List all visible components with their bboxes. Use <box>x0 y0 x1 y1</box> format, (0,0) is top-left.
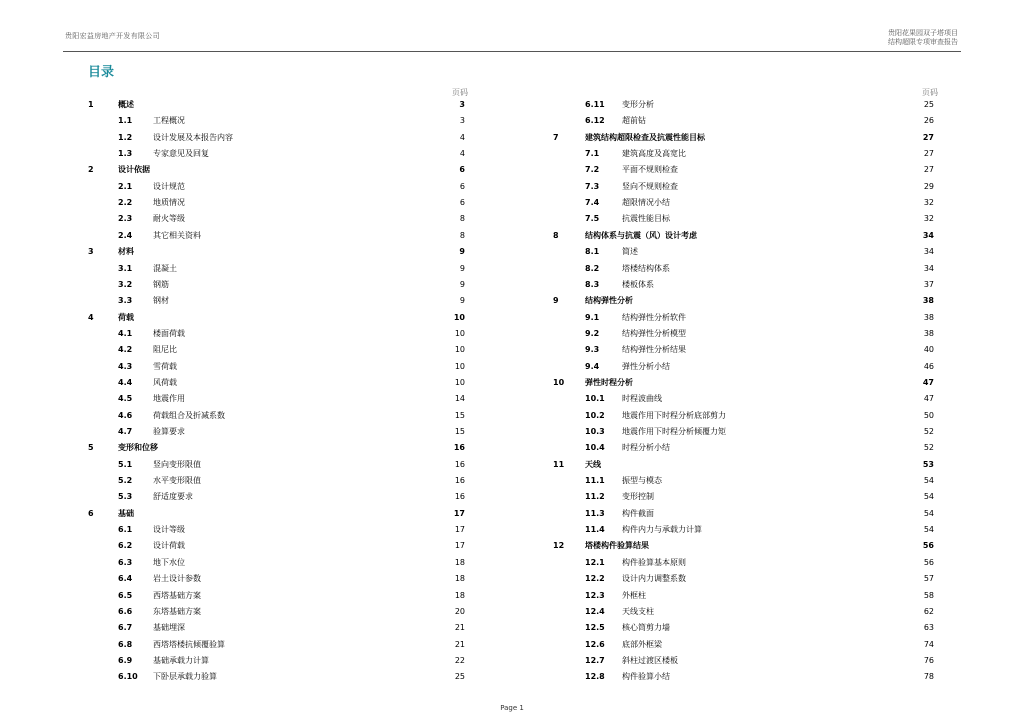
toc-entry-title: 楼面荷载 <box>153 328 185 338</box>
toc-entry <box>0 669 1024 685</box>
toc-entry-page: 21 <box>454 623 465 633</box>
toc-entry-page: 25 <box>454 672 465 682</box>
toc-entry-title: 变形控制 <box>622 492 654 502</box>
toc-entry-title: 下卧层承载力验算 <box>153 672 217 682</box>
toc-entry-number: 7.1 <box>585 149 600 159</box>
toc-entry-number: 5 <box>88 443 94 453</box>
toc-entry-number: 7 <box>553 132 559 142</box>
toc-entry-page: 4 <box>459 132 465 142</box>
toc-entry-number: 7.2 <box>585 165 600 175</box>
toc-entry-page: 18 <box>454 557 465 567</box>
toc-entry <box>0 653 1024 669</box>
toc-entry <box>0 555 1024 571</box>
toc-entry-page: 58 <box>923 590 934 600</box>
toc-entry <box>0 277 1024 293</box>
toc-entry-number: 7.5 <box>585 214 600 224</box>
toc-entry-page: 32 <box>923 214 934 224</box>
toc-entry-page: 27 <box>923 165 934 175</box>
toc-entry-title: 概述 <box>118 100 134 109</box>
toc-entry-title: 时程分析小结 <box>622 443 670 453</box>
toc-entry-title: 天线支柱 <box>622 606 654 616</box>
toc-entry-number: 8.3 <box>585 279 600 289</box>
toc-entry-title: 外框柱 <box>622 590 646 600</box>
toc-entry-number: 2.3 <box>118 214 133 224</box>
toc-entry-number: 10.2 <box>585 410 605 420</box>
header-project <box>888 29 958 47</box>
toc-entry-page: 54 <box>923 476 934 486</box>
toc-entry-title: 混凝土 <box>153 263 177 273</box>
toc-entry-page: 78 <box>923 672 934 682</box>
toc-entry-page: 54 <box>923 525 934 535</box>
toc-entry-number: 12.5 <box>585 623 605 633</box>
toc-entry <box>0 326 1024 342</box>
toc-entry-page: 20 <box>454 606 465 616</box>
toc-entry <box>0 195 1024 211</box>
toc-entry <box>0 637 1024 653</box>
toc-entry-title: 荷载组合及折减系数 <box>153 410 225 420</box>
toc-entry-number: 2.1 <box>118 181 133 191</box>
toc-entry-title: 设计荷载 <box>153 541 185 551</box>
toc-entry-number: 12.6 <box>585 639 605 649</box>
toc-entry-page: 6 <box>459 165 465 175</box>
toc-entry-number: 10 <box>553 377 565 387</box>
toc-entry <box>0 457 1024 473</box>
toc-entry-number: 6.4 <box>118 574 133 584</box>
toc-entry-number: 4.2 <box>118 345 133 355</box>
toc-entry <box>0 408 1024 424</box>
toc-entry-title: 地震作用下时程分析倾覆力矩 <box>622 427 726 436</box>
toc-entry-page: 62 <box>923 606 934 616</box>
toc-entry-page: 9 <box>459 247 465 257</box>
toc-entry-title: 构件验算小结 <box>622 672 670 682</box>
toc-entry-number: 11.4 <box>585 525 605 535</box>
toc-entry-title: 结构体系与抗震（风）设计考虑 <box>585 230 697 240</box>
toc-entry-number: 6.2 <box>118 541 133 551</box>
toc-entry <box>0 620 1024 636</box>
toc-entry-page: 34 <box>923 263 934 273</box>
toc-entry-number: 2.2 <box>118 198 133 208</box>
toc-entry-title: 荷载 <box>118 312 134 322</box>
toc-entry-title: 塔楼构件验算结果 <box>585 541 649 551</box>
toc-entry-number: 10.1 <box>585 394 605 404</box>
toc-entry-title: 东塔基础方案 <box>153 606 201 616</box>
toc-entry <box>0 146 1024 162</box>
toc-entry-number: 12.3 <box>585 590 605 600</box>
toc-entry-page: 34 <box>923 247 934 257</box>
toc-entry <box>0 391 1024 407</box>
toc-entry-page: 3 <box>459 116 465 126</box>
toc-entry-number: 11 <box>553 459 565 469</box>
toc-entry-page: 10 <box>454 361 465 371</box>
toc-entry-number: 5.1 <box>118 459 133 469</box>
toc-entry-title: 构件验算基本原则 <box>622 557 686 567</box>
toc-entry-title: 塔楼结构体系 <box>622 263 670 273</box>
toc-entry-number: 7.3 <box>585 181 600 191</box>
toc-entry-number: 12.1 <box>585 557 605 567</box>
toc-entry-number: 6.12 <box>585 116 605 126</box>
toc-entry-number: 5.2 <box>118 476 133 486</box>
toc-entry <box>0 244 1024 260</box>
toc-entry-number: 4.6 <box>118 410 133 420</box>
toc-entry-title: 建筑高度及高宽比 <box>622 149 686 159</box>
toc-entry-title: 设计规范 <box>153 181 185 191</box>
toc-entry <box>0 538 1024 554</box>
toc-entry-title: 工程概况 <box>153 116 185 126</box>
toc-entry-page: 17 <box>454 525 465 535</box>
toc-entry <box>0 604 1024 620</box>
toc-entry-number: 1 <box>88 100 94 109</box>
toc-entry-title: 设计依据 <box>118 165 150 175</box>
toc-entry-page: 6 <box>459 181 465 191</box>
toc-right-page-label: 页码 <box>922 88 938 97</box>
toc-entry-title: 弹性时程分析 <box>585 377 633 387</box>
toc-entry-title: 雪荷载 <box>153 361 177 371</box>
toc-entry-page: 18 <box>454 590 465 600</box>
toc-entry-title: 地下水位 <box>153 557 185 567</box>
toc-entry <box>0 473 1024 489</box>
toc-entry-page: 76 <box>923 655 934 665</box>
toc-entry-number: 2 <box>88 165 94 175</box>
toc-entry-page: 26 <box>923 116 934 126</box>
toc-entry-page: 8 <box>459 230 465 240</box>
toc-entry-page: 32 <box>923 198 934 208</box>
toc-entry-number: 12 <box>553 541 565 551</box>
toc-entry-page: 10 <box>454 377 465 387</box>
toc-entry-number: 11.2 <box>585 492 605 502</box>
toc-entry-title: 验算要求 <box>153 427 185 436</box>
toc-entry-number: 9.4 <box>585 361 600 371</box>
toc-entry-page: 25 <box>923 100 934 109</box>
toc-entry-page: 17 <box>453 508 465 518</box>
toc-entry <box>0 162 1024 178</box>
toc-entry-page: 21 <box>454 639 465 649</box>
toc-entry-number: 11.3 <box>585 508 605 518</box>
toc-entry-page: 16 <box>454 459 465 469</box>
toc-entry-title: 地震作用下时程分析底部剪力 <box>622 410 726 420</box>
toc-entry <box>0 211 1024 227</box>
toc-entry-title: 楼板体系 <box>622 279 654 289</box>
toc-entry-title: 结构弹性分析模型 <box>622 328 686 338</box>
toc-entry <box>0 359 1024 375</box>
toc-entry-number: 3.3 <box>118 296 133 306</box>
toc-entry-number: 9.1 <box>585 312 600 322</box>
toc-entry-title: 其它相关资料 <box>153 230 201 240</box>
toc-entry-page: 54 <box>923 492 934 502</box>
toc-entry-page: 6 <box>459 198 465 208</box>
toc-entry-page: 56 <box>923 557 934 567</box>
toc-entry-title: 结构弹性分析结果 <box>622 345 686 355</box>
toc-entry-title: 钢筋 <box>153 279 169 289</box>
toc-entry-page: 34 <box>922 230 934 240</box>
toc-entry <box>0 261 1024 277</box>
toc-entry-page: 57 <box>923 574 934 584</box>
toc-entry-page: 50 <box>923 410 934 420</box>
toc-entry-number: 6.1 <box>118 525 133 535</box>
toc-entry-number: 4.7 <box>118 427 133 436</box>
toc-entry-number: 4.3 <box>118 361 133 371</box>
toc-entry-title: 天线 <box>585 459 601 469</box>
toc-entry-title: 竖向不规则检查 <box>622 181 678 191</box>
toc-entry-number: 12.8 <box>585 672 605 682</box>
toc-entry-page: 56 <box>922 541 934 551</box>
toc-entry-title: 阻尼比 <box>153 345 177 355</box>
toc-entry-number: 6.7 <box>118 623 133 633</box>
toc-entry <box>0 440 1024 456</box>
toc-entry-number: 6.3 <box>118 557 133 567</box>
toc-entry-number: 6 <box>88 508 94 518</box>
toc-entry-number: 4.1 <box>118 328 133 338</box>
toc-entry-title: 基础埋深 <box>153 623 185 633</box>
toc-entry-page: 10 <box>453 312 465 322</box>
toc-entry-title: 变形和位移 <box>118 443 158 453</box>
toc-entry-page: 15 <box>454 427 465 436</box>
toc-entry-page: 52 <box>923 427 934 436</box>
toc-entry <box>0 228 1024 244</box>
toc-entry-number: 6.9 <box>118 655 133 665</box>
toc-entry-page: 63 <box>923 623 934 633</box>
toc-entry-page: 47 <box>923 394 934 404</box>
toc-entry-number: 1.3 <box>118 149 133 159</box>
toc-entry-page: 53 <box>922 459 934 469</box>
toc-entry-number: 2.4 <box>118 230 133 240</box>
toc-entry-title: 西塔塔楼抗倾覆验算 <box>153 639 225 649</box>
toc-entry-page: 17 <box>454 541 465 551</box>
toc-entry-title: 舒适度要求 <box>153 492 193 502</box>
toc-entry-title: 设计内力调整系数 <box>622 574 686 584</box>
header-project-line1: 贵阳花果园双子塔项目 <box>888 29 958 37</box>
toc-entry-title: 竖向变形限值 <box>153 459 201 469</box>
toc-entry-title: 地震作用 <box>153 394 185 404</box>
toc-entry-title: 构件内力与承载力计算 <box>622 525 702 535</box>
toc-entry-number: 12.4 <box>585 606 605 616</box>
toc-entry-page: 27 <box>923 149 934 159</box>
toc-entry-number: 8 <box>553 230 559 240</box>
toc-entry <box>0 489 1024 505</box>
toc-entry-title: 地质情况 <box>153 198 185 208</box>
toc-entry <box>0 130 1024 146</box>
toc-entry <box>0 97 1024 113</box>
toc-entry-title: 基础承载力计算 <box>153 655 209 665</box>
toc-entry-title: 钢材 <box>153 296 169 306</box>
toc-entry-title: 西塔基础方案 <box>153 590 201 600</box>
toc-entry-title: 材料 <box>118 247 134 257</box>
toc-entry-page: 40 <box>923 345 934 355</box>
toc-left-page-label: 页码 <box>452 88 468 97</box>
toc-entry-number: 3.1 <box>118 263 133 273</box>
toc-entry <box>0 179 1024 195</box>
toc-entry-title: 设计等级 <box>153 525 185 535</box>
toc-entry-number: 10.3 <box>585 427 605 436</box>
toc-entry <box>0 375 1024 391</box>
toc-entry-number: 10.4 <box>585 443 605 453</box>
toc-entry-title: 岩土设计参数 <box>153 574 201 584</box>
page-footer: Page 1 <box>500 704 524 712</box>
toc-entry-number: 6.11 <box>585 100 605 109</box>
toc-entry-title: 结构弹性分析软件 <box>622 312 686 322</box>
toc-entry-page: 27 <box>922 132 934 142</box>
toc-entry-number: 9 <box>553 296 559 306</box>
toc-entry-number: 9.3 <box>585 345 600 355</box>
toc-entry-title: 水平变形限值 <box>153 476 201 486</box>
toc-entry-page: 3 <box>459 100 465 109</box>
toc-entry <box>0 571 1024 587</box>
toc-entry-page: 18 <box>454 574 465 584</box>
toc-entry-title: 底部外框梁 <box>622 639 662 649</box>
toc-entry <box>0 113 1024 129</box>
toc-entry-page: 16 <box>454 492 465 502</box>
header-project-line2: 结构超限专项审查报告 <box>888 38 958 46</box>
toc-entry-number: 4.4 <box>118 377 133 387</box>
toc-entry-number: 8.2 <box>585 263 600 273</box>
toc-entry-number: 6.10 <box>118 672 138 682</box>
toc-entry-title: 专家意见及回复 <box>153 149 209 159</box>
toc-entry-number: 7.4 <box>585 198 600 208</box>
toc-entry-title: 风荷载 <box>153 377 177 387</box>
toc-entry-number: 12.2 <box>585 574 605 584</box>
toc-entry-page: 46 <box>923 361 934 371</box>
toc-entry-page: 4 <box>459 149 465 159</box>
toc-entry-title: 弹性分析小结 <box>622 361 670 371</box>
toc-entry-page: 16 <box>454 476 465 486</box>
toc-entry-page: 54 <box>923 508 934 518</box>
toc-entry-page: 9 <box>459 296 465 306</box>
toc-entry-number: 4 <box>88 312 94 322</box>
toc-entry-number: 3.2 <box>118 279 133 289</box>
toc-entry-title: 耐火等级 <box>153 214 185 224</box>
toc-entry-title: 超前钻 <box>622 116 646 126</box>
toc-entry-number: 6.5 <box>118 590 133 600</box>
toc-entry-page: 9 <box>459 279 465 289</box>
toc-entry-title: 结构弹性分析 <box>585 296 633 306</box>
toc-entry-page: 8 <box>459 214 465 224</box>
toc-entry-title: 超限情况小结 <box>622 198 670 208</box>
toc-entry-title: 基础 <box>118 508 134 518</box>
toc-entry <box>0 522 1024 538</box>
toc-entry-page: 47 <box>922 377 934 387</box>
toc-entry-title: 设计发展及本报告内容 <box>153 132 233 142</box>
toc-entry-title: 构件截面 <box>622 508 654 518</box>
toc-entry <box>0 424 1024 440</box>
toc-entry-title: 核心筒剪力墙 <box>622 623 670 633</box>
toc-entry-number: 5.3 <box>118 492 133 502</box>
toc-entry <box>0 310 1024 326</box>
toc-entry-page: 74 <box>923 639 934 649</box>
toc-entry-page: 14 <box>454 394 465 404</box>
toc-entry-page: 52 <box>923 443 934 453</box>
toc-entry-page: 10 <box>454 345 465 355</box>
toc-entry-page: 15 <box>454 410 465 420</box>
toc-entry-title: 时程波曲线 <box>622 394 662 404</box>
toc-entry-page: 16 <box>453 443 465 453</box>
toc-entry-number: 9.2 <box>585 328 600 338</box>
toc-entry-number: 1.1 <box>118 116 133 126</box>
toc-entry-title: 建筑结构超限检查及抗震性能目标 <box>585 132 705 142</box>
toc-entry <box>0 506 1024 522</box>
toc-entry-page: 9 <box>459 263 465 273</box>
toc-entry-page: 37 <box>923 279 934 289</box>
toc-entry-page: 29 <box>923 181 934 191</box>
toc-entry-title: 平面不规则检查 <box>622 165 678 175</box>
toc-entry-title: 振型与模态 <box>622 476 662 486</box>
toc-entry-number: 8.1 <box>585 247 600 257</box>
toc-entry-page: 38 <box>923 328 934 338</box>
toc-entry-title: 简述 <box>622 247 638 257</box>
toc-entry-number: 6.6 <box>118 606 133 616</box>
toc-entry-page: 10 <box>454 328 465 338</box>
toc-title: 目录 <box>88 65 115 80</box>
toc-entry-number: 1.2 <box>118 132 133 142</box>
header-divider <box>63 51 961 52</box>
toc-entry-page: 38 <box>923 312 934 322</box>
toc-entry <box>0 588 1024 604</box>
header-company: 贵阳宏益房地产开发有限公司 <box>65 32 160 40</box>
toc-entry-page: 22 <box>454 655 465 665</box>
toc-entry-title: 斜柱过渡区楼板 <box>622 655 678 665</box>
toc-entry <box>0 293 1024 309</box>
toc-entry-number: 4.5 <box>118 394 133 404</box>
toc-entry-page: 38 <box>922 296 934 306</box>
toc-entry-number: 6.8 <box>118 639 133 649</box>
toc-entry-title: 变形分析 <box>622 100 654 109</box>
toc-entry-number: 3 <box>88 247 94 257</box>
toc-entry-number: 11.1 <box>585 476 605 486</box>
toc-entry <box>0 342 1024 358</box>
toc-entry-number: 12.7 <box>585 655 605 665</box>
toc-entry-title: 抗震性能目标 <box>622 214 670 224</box>
